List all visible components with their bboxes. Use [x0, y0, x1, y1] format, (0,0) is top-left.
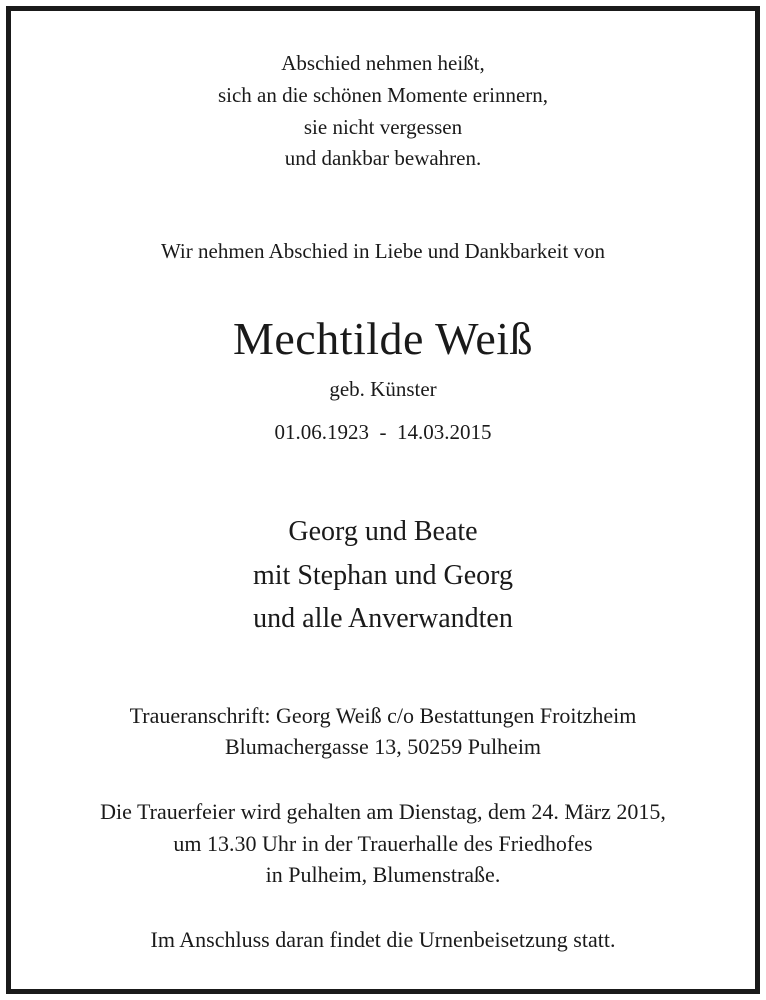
deceased-name: Mechtilde Weiß — [232, 313, 534, 364]
address-line: Blumachergasse 13, 50259 Pulheim — [224, 734, 542, 759]
family-line: Georg und Beate — [288, 516, 478, 547]
intro-text: Wir nehmen Abschied in Liebe und Dankbarkeit von — [160, 239, 606, 263]
poem-line: Abschied nehmen heißt, — [281, 51, 485, 75]
poem-line: und dankbar bewahren. — [284, 146, 482, 170]
poem-line: sie nicht vergessen — [303, 115, 463, 139]
address-line: Traueranschrift: Georg Weiß c/o Bestattungen Froitzheim — [129, 703, 637, 728]
ceremony-line: Die Trauerfeier wird gehalten am Dienstag, dem 24. März 2015, — [100, 799, 666, 824]
ceremony-line: in Pulheim, Blumenstraße. — [265, 862, 501, 887]
family-line: mit Stephan und Georg — [252, 560, 513, 591]
family-line: und alle Anverwandten — [253, 603, 513, 634]
ceremony-line: um 13.30 Uhr in der Trauerhalle des Friedhofes — [173, 831, 593, 856]
closing-text: Im Anschluss daran findet die Urnenbeisetzung statt. — [150, 927, 616, 952]
life-dates: 01.06.1923 - 14.03.2015 — [274, 420, 492, 444]
poem-line: sich an die schönen Momente erinnern, — [217, 83, 549, 107]
birth-name: geb. Künster — [329, 377, 437, 401]
